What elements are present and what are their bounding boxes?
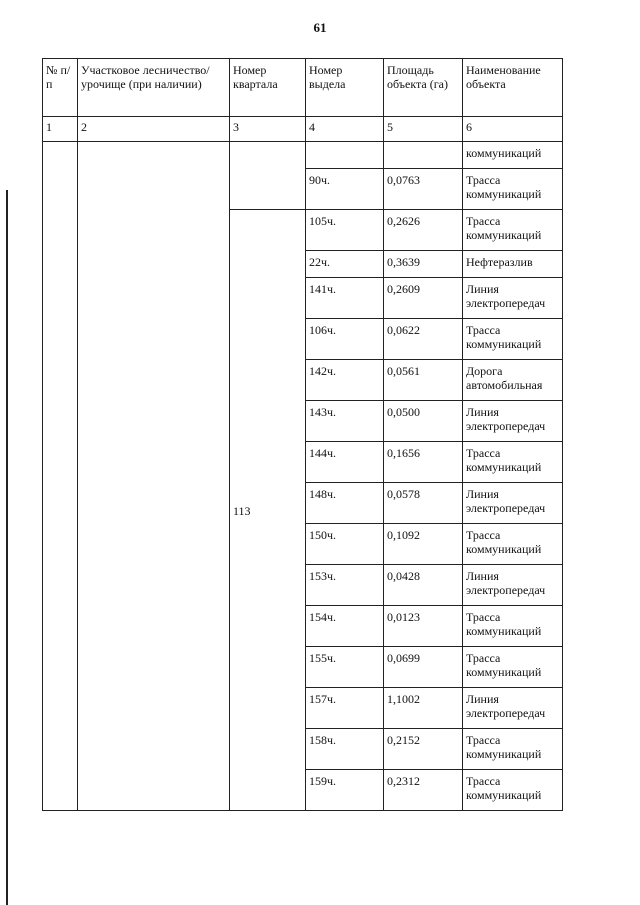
allotment-cell: 144ч.: [306, 442, 384, 483]
column-number: 3: [230, 117, 306, 142]
area-cell: 0,2609: [384, 278, 463, 319]
allotment-cell: 153ч.: [306, 565, 384, 606]
header-cell-forestry: Участковое лесничество/урочище (при наличии): [78, 59, 230, 117]
area-cell: [384, 142, 463, 169]
object-name-cell: Нефтеразлив: [463, 251, 563, 278]
object-name-cell: Дорога автомобильная: [463, 360, 563, 401]
area-cell: 0,1656: [384, 442, 463, 483]
area-cell: 1,1002: [384, 688, 463, 729]
forestry-cell: [78, 142, 230, 811]
allotment-cell: 155ч.: [306, 647, 384, 688]
object-name-cell: Линия электропередач: [463, 278, 563, 319]
allotment-cell: 143ч.: [306, 401, 384, 442]
column-number: 2: [78, 117, 230, 142]
page-number: 61: [313, 20, 327, 35]
header-cell-index: № п/п: [43, 59, 78, 117]
quarter-cell: [230, 210, 306, 811]
allotment-cell: 142ч.: [306, 360, 384, 401]
object-name-cell: Линия электропередач: [463, 688, 563, 729]
object-name-cell: Трасса коммуникаций: [463, 729, 563, 770]
allotment-cell: 105ч.: [306, 210, 384, 251]
object-name-cell: Линия электропередач: [463, 401, 563, 442]
object-name-cell: Линия электропередач: [463, 565, 563, 606]
object-name-cell: Трасса коммуникаций: [463, 442, 563, 483]
object-name-cell: коммуникаций: [463, 142, 563, 169]
allotment-cell: 90ч.: [306, 169, 384, 210]
quarter-number: 113: [233, 503, 251, 518]
allotment-cell: [306, 142, 384, 169]
area-cell: 0,3639: [384, 251, 463, 278]
header-cell-object-name: Наименование объекта: [463, 59, 563, 117]
area-cell: 0,1092: [384, 524, 463, 565]
column-number: 1: [43, 117, 78, 142]
area-cell: 0,0561: [384, 360, 463, 401]
header-row: [43, 59, 563, 117]
allotment-cell: 148ч.: [306, 483, 384, 524]
header-cell-area: Площадь объекта (га): [384, 59, 463, 117]
object-name-cell: Трасса коммуникаций: [463, 606, 563, 647]
allotment-cell: 141ч.: [306, 278, 384, 319]
object-name-cell: Трасса коммуникаций: [463, 647, 563, 688]
object-name-cell: Трасса коммуникаций: [463, 524, 563, 565]
allotment-cell: 158ч.: [306, 729, 384, 770]
allotment-cell: 150ч.: [306, 524, 384, 565]
column-number: 4: [306, 117, 384, 142]
index-cell: [43, 142, 78, 811]
allotment-cell: 106ч.: [306, 319, 384, 360]
column-number: 6: [463, 117, 563, 142]
allotment-cell: 159ч.: [306, 770, 384, 811]
scan-margin-line: [6, 190, 8, 905]
quarter-cell-previous: [230, 142, 306, 210]
area-cell: 0,0123: [384, 606, 463, 647]
column-number-row: [43, 117, 563, 142]
area-cell: 0,2312: [384, 770, 463, 811]
area-cell: 0,0699: [384, 647, 463, 688]
area-cell: 0,0578: [384, 483, 463, 524]
header-cell-allotment: Номер выдела: [306, 59, 384, 117]
object-name-cell: Трасса коммуникаций: [463, 319, 563, 360]
object-name-cell: Линия электропередач: [463, 483, 563, 524]
area-cell: 0,0622: [384, 319, 463, 360]
allotment-table: [42, 58, 563, 811]
area-cell: 0,2626: [384, 210, 463, 251]
allotment-cell: 154ч.: [306, 606, 384, 647]
allotment-cell: 22ч.: [306, 251, 384, 278]
area-cell: 0,2152: [384, 729, 463, 770]
object-name-cell: Трасса коммуникаций: [463, 210, 563, 251]
table-row: [43, 142, 563, 169]
object-name-cell: Трасса коммуникаций: [463, 770, 563, 811]
column-number: 5: [384, 117, 463, 142]
allotment-cell: 157ч.: [306, 688, 384, 729]
object-name-cell: Трасса коммуникаций: [463, 169, 563, 210]
header-cell-quarter: Номер квартала: [230, 59, 306, 117]
area-cell: 0,0763: [384, 169, 463, 210]
area-cell: 0,0500: [384, 401, 463, 442]
area-cell: 0,0428: [384, 565, 463, 606]
